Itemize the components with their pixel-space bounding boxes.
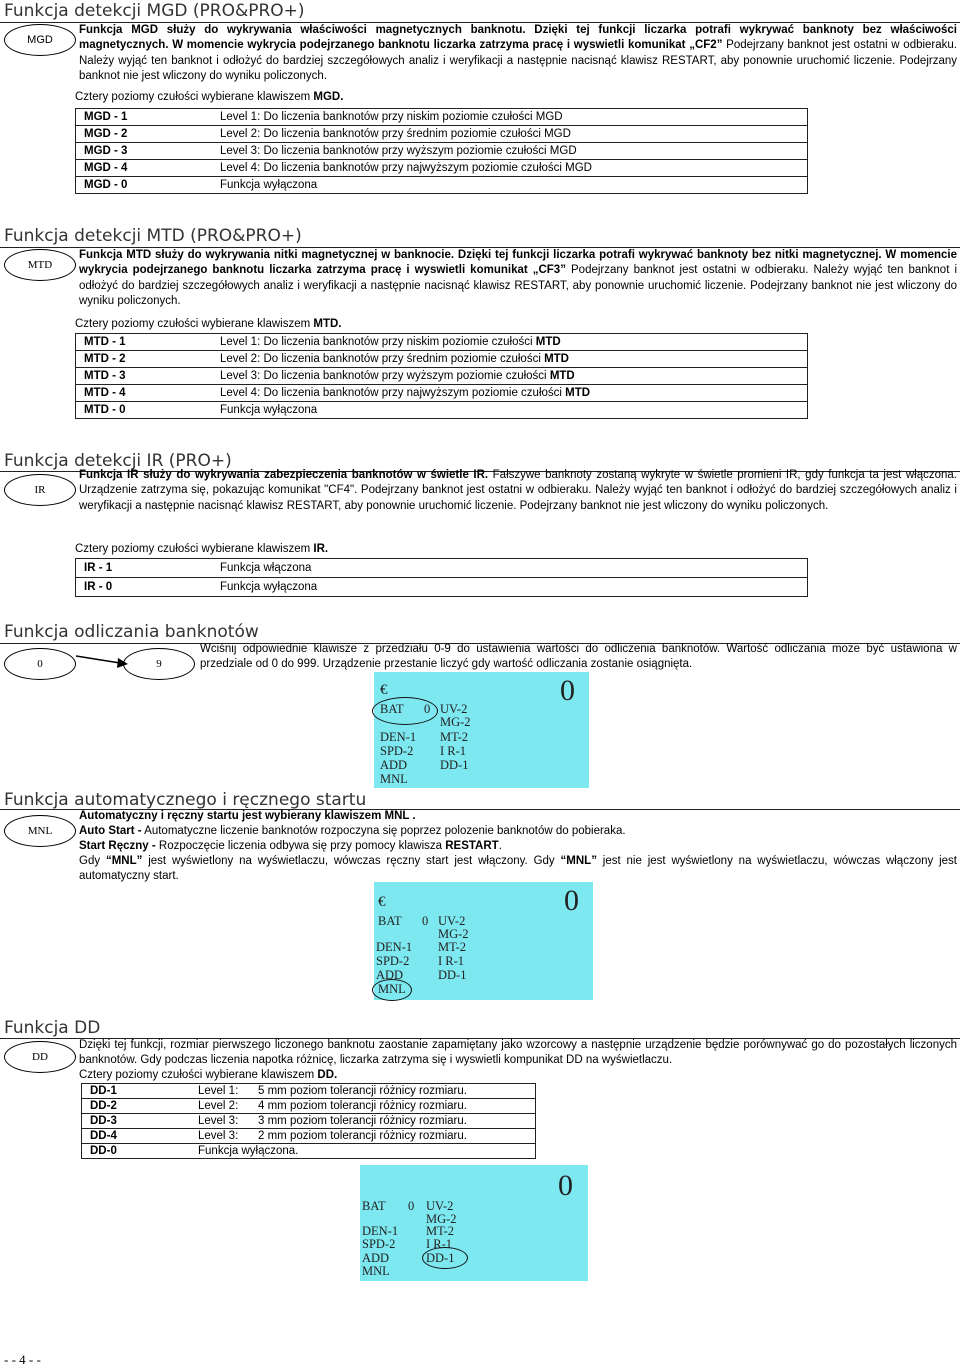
lcd-uv: UV-2 xyxy=(438,914,466,928)
level-label: Level 1: xyxy=(198,1085,239,1097)
mgd-levels-table xyxy=(75,108,808,194)
table-row xyxy=(76,559,808,578)
level-code: IR - 1 xyxy=(84,562,113,574)
lcd-dd: DD-1 xyxy=(440,758,469,772)
table-row xyxy=(82,1084,536,1099)
table-row xyxy=(76,385,808,402)
level-desc: 5 mm poziom tolerancji różnicy rozmiaru. xyxy=(258,1085,467,1097)
table-row xyxy=(82,1129,536,1144)
highlight-ring xyxy=(372,979,412,1001)
lcd-currency: € xyxy=(380,682,388,698)
ir-badge xyxy=(4,474,76,506)
level-key: MTD xyxy=(544,353,569,365)
count-from-label: 0 xyxy=(37,658,43,670)
auto-line3-restart: RESTART xyxy=(445,840,499,852)
table-row xyxy=(76,143,808,160)
lcd-display-2 xyxy=(374,882,593,1000)
level-code: MGD - 4 xyxy=(84,162,128,174)
table-row xyxy=(76,177,808,194)
ir-levels-table xyxy=(75,558,808,597)
mgd-intro-text: Cztery poziomy czułości wybierane klawiszem xyxy=(75,91,314,103)
auto-line4-mnl1: “MNL” xyxy=(105,855,143,867)
mgd-badge-label: MGD xyxy=(27,34,53,46)
level-key: MTD xyxy=(565,387,591,399)
auto-line4-m: jest wyświetlony na wyświetlaczu, wówczas ręczny start jest włączony. Gdy xyxy=(142,855,561,867)
mgd-desc-bold: Funkcja MGD służy do wykrywania właściwości magnetycznych banknotu. Dzięki tej funkcji liczarka potrafi wykrywać banknoty bez właściwości magnetycznych. W momencie wykrycia podejrzanego banknotu liczarka zatrzyma pracę i wyswietli komunikat „CF2” xyxy=(79,24,957,52)
lcd-display-3 xyxy=(360,1165,588,1281)
lcd-add: ADD xyxy=(380,758,408,772)
lcd-dd: DD-1 xyxy=(426,1251,455,1265)
count-to-badge xyxy=(123,648,195,680)
level-key: MTD xyxy=(549,370,575,382)
level-code: MTD - 1 xyxy=(84,336,126,348)
table-row xyxy=(76,402,808,419)
table-row xyxy=(82,1144,536,1159)
lcd-ir: I R-1 xyxy=(426,1237,453,1251)
dd-intro-text: Cztery poziomy czułości wybierane klawiszem xyxy=(79,1069,318,1081)
table-row xyxy=(82,1099,536,1114)
mgd-badge xyxy=(4,24,76,56)
level-code: DD-1 xyxy=(90,1085,117,1097)
level-desc: 4 mm poziom tolerancji różnicy rozmiaru. xyxy=(258,1100,467,1112)
dd-intro-key: DD. xyxy=(317,1069,338,1081)
lcd-mnl: MNL xyxy=(380,772,408,786)
ir-intro xyxy=(75,542,328,557)
ir-intro-key: IR. xyxy=(313,543,329,555)
auto-line2-key: Auto Start - xyxy=(79,825,142,837)
ir-desc-bold: Funkcja IR służy do wykrywania zabezpieczenia banknotów w świetle IR. xyxy=(79,469,489,481)
level-code: DD-2 xyxy=(90,1100,117,1112)
lcd-den: DEN-1 xyxy=(362,1224,399,1238)
auto-description xyxy=(79,809,957,884)
lcd-mnl: MNL xyxy=(378,982,406,996)
table-row xyxy=(76,334,808,351)
dd-title: Funkcja DD xyxy=(4,1018,101,1038)
auto-line4-mnl2: “MNL” xyxy=(560,855,597,867)
lcd-spd: SPD-2 xyxy=(362,1237,396,1251)
level-code: MTD - 0 xyxy=(84,404,126,416)
lcd-bat: BAT xyxy=(378,914,402,928)
count-description: Wciśnij odpowiednie klawisze z przedziału 0-9 do ustawienia wartości do odliczenia banknotów. Wartość odliczania może być ustawiona w przedziale od 0 do 999. Urządzenie przestanie liczyć gdy wartość odliczania zostanie osiągnięta. xyxy=(200,643,957,671)
ir-badge-label: IR xyxy=(34,484,46,496)
ir-description xyxy=(79,468,957,514)
mgd-intro-key: MGD. xyxy=(313,91,344,103)
mtd-desc-text: Podejrzany banknot jest ostatni w odbieraku. Należy wyjąć ten banknot i odłożyć do bardziej szczegółowych analiz i weryfikacji a następnie nacisnąć klawisz RESTART, aby ponownie uruchomić liczenie. Podejrzany banknot nie jest wliczony do wyniku policzonych. xyxy=(79,264,957,307)
table-row xyxy=(76,126,808,143)
mtd-intro-key: MTD. xyxy=(313,318,342,330)
lcd-add: ADD xyxy=(376,968,404,982)
level-code: MGD - 2 xyxy=(84,128,128,140)
auto-line4-e: jest nie jest wyświetlony na wyświetlaczu, wówczas włączony jest automatyczny start. xyxy=(79,855,957,882)
table-row xyxy=(76,160,808,177)
page-number: - - 4 - - xyxy=(4,1352,41,1367)
dd-intro xyxy=(79,1068,337,1083)
lcd-mt: MT-2 xyxy=(440,730,469,744)
level-code: MGD - 1 xyxy=(84,111,128,123)
mtd-levels-table xyxy=(75,333,808,419)
lcd-mnl: MNL xyxy=(362,1264,390,1278)
mtd-badge-label: MTD xyxy=(27,259,53,271)
table-row xyxy=(76,109,808,126)
lcd-uv: UV-2 xyxy=(440,702,468,716)
mnl-badge xyxy=(4,815,76,847)
lcd-mt: MT-2 xyxy=(438,940,467,954)
highlight-ring xyxy=(422,1247,468,1269)
level-desc: 3 mm poziom tolerancji różnicy rozmiaru. xyxy=(258,1115,467,1127)
dd-levels-table xyxy=(81,1083,536,1159)
level-code: MTD - 4 xyxy=(84,387,126,399)
auto-line3-text: Rozpoczęcie liczenia odbywa się przy pomocy klawisza xyxy=(155,840,446,852)
level-desc: Level 1: Do liczenia banknotów przy niskim poziomie czułości MGD xyxy=(212,109,808,126)
lcd-mg: MG-2 xyxy=(426,1212,457,1226)
table-row xyxy=(76,351,808,368)
level-code: IR - 0 xyxy=(84,581,113,593)
arrow-icon xyxy=(76,652,128,674)
mgd-title: Funkcja detekcji MGD (PRO&PRO+) xyxy=(4,1,305,21)
lcd-count: 0 xyxy=(564,884,579,917)
mgd-intro xyxy=(75,90,343,105)
level-code: MGD - 0 xyxy=(84,179,128,191)
auto-title: Funkcja automatycznego i ręcznego startu xyxy=(4,790,367,810)
lcd-bat: BAT xyxy=(380,702,404,716)
dd-badge xyxy=(4,1041,76,1073)
highlight-ring xyxy=(372,697,438,725)
level-desc: 2 mm poziom tolerancji różnicy rozmiaru. xyxy=(258,1130,467,1142)
mtd-title: Funkcja detekcji MTD (PRO&PRO+) xyxy=(4,226,302,246)
lcd-mg: MG-2 xyxy=(438,927,469,941)
level-code: DD-3 xyxy=(90,1115,117,1127)
mtd-intro-text: Cztery poziomy czułości wybierane klawiszem xyxy=(75,318,314,330)
level-desc: Funkcja wyłączona xyxy=(212,177,808,194)
lcd-mt: MT-2 xyxy=(426,1224,455,1238)
auto-line3-key: Start Ręczny - xyxy=(79,840,156,852)
mgd-desc-text: Podejrzany banknot jest ostatni w odbieraku. Należy wyjąć ten banknot i odłożyć do bardziej szczegółowych analiz i weryfikacji a następnie nacisnąć klawisz RESTART, aby ponownie uruchomić liczenie. Podejrzany banknot nie jest wliczony do wyniku policzonych. xyxy=(79,39,958,82)
lcd-bat-value: 0 xyxy=(408,1199,415,1213)
mgd-description xyxy=(79,23,957,84)
lcd-ir: I R-1 xyxy=(440,744,467,758)
lcd-currency: € xyxy=(378,894,386,910)
table-row xyxy=(76,368,808,385)
mnl-badge-label: MNL xyxy=(27,825,53,837)
ir-desc-text: Fałszywe banknoty zostaną wykryte w świetle promieni IR, gdy funkcja ta jest włączona. Urządzenie zatrzyma się, pokazując komunikat "CF4". Podejrzany banknot jest ostatni w odbieraku. Należy wyjąć ten banknot i odłożyć do bardziej szczegółowych analiz i weryfikacji a następnie nacisnąć klawisz RESTART, aby ponownie uruchomić liczenie. Podejrzany banknot nie jest wliczony do wyniku policzonych. xyxy=(79,469,958,512)
count-from-badge xyxy=(4,648,76,680)
ir-intro-text: Cztery poziomy czułości wybierane klawiszem xyxy=(75,543,314,555)
count-title: Funkcja odliczania banknotów xyxy=(4,622,259,642)
lcd-spd: SPD-2 xyxy=(380,744,414,758)
level-label: Level 3: xyxy=(198,1130,239,1142)
ir-title: Funkcja detekcji IR (PRO+) xyxy=(4,451,232,471)
level-desc: Level 2: Do liczenia banknotów przy średnim poziomie czułości xyxy=(220,353,545,365)
mtd-desc-bold: Funkcja MTD służy do wykrywania nitki magnetycznej w banknocie. Dzięki tej funkcji liczarka potrafi wykrywać banknoty bez nitki magnetycznej. W momencie wykrycia podejrzanego banknotu liczarka zatrzyma pracę i wyswietli komunikat „CF3” xyxy=(79,249,957,277)
lcd-mg: MG-2 xyxy=(440,715,471,729)
level-label: Level 2: xyxy=(198,1100,239,1112)
level-code: MTD - 3 xyxy=(84,370,126,382)
level-desc: Level 1: Do liczenia banknotów przy niskim poziomie czułości xyxy=(220,336,536,348)
level-code: DD-0 xyxy=(90,1145,117,1157)
level-desc: Level 3: Do liczenia banknotów przy wyższym poziomie czułości xyxy=(220,370,550,382)
level-desc: Level 3: Do liczenia banknotów przy wyższym poziomie czułości MGD xyxy=(212,143,808,160)
lcd-bat-value: 0 xyxy=(422,914,429,928)
lcd-count: 0 xyxy=(560,674,575,707)
level-code: MGD - 3 xyxy=(84,145,128,157)
mtd-intro xyxy=(75,317,342,332)
lcd-ir: I R-1 xyxy=(438,954,465,968)
level-desc: Funkcja wyłączona xyxy=(212,578,808,597)
level-key: MTD xyxy=(535,336,561,348)
dd-badge-label: DD xyxy=(32,1051,48,1063)
level-code: MTD - 2 xyxy=(84,353,126,365)
count-to-label: 9 xyxy=(156,658,162,670)
lcd-uv: UV-2 xyxy=(426,1199,454,1213)
mtd-description xyxy=(79,248,957,309)
auto-line1: Automatyczny i ręczny startu jest wybierany klawiszem MNL . xyxy=(79,810,416,822)
lcd-bat-value: 0 xyxy=(424,702,431,716)
lcd-bat: BAT xyxy=(362,1199,386,1213)
table-row xyxy=(82,1114,536,1129)
level-label: Funkcja wyłączona. xyxy=(198,1145,299,1157)
level-code: DD-4 xyxy=(90,1130,117,1142)
lcd-spd: SPD-2 xyxy=(376,954,410,968)
auto-line2-text: Automatyczne liczenie banknotów rozpoczyna się poprzez polozenie banknotów do pobieraka. xyxy=(141,825,626,837)
lcd-count: 0 xyxy=(558,1169,573,1202)
dd-description: Dzięki tej funkcji, rozmiar pierwszego liczonego banknotu zaostanie zapamiętany jako wzorcowy a następnie urządzenie będzie porównywać go do pozostałych liczonych banknotów. Gdy podczas liczenia napotka różnicę, liczarka zatrzyma się i wyswietli kompunikat DD na wyświetlaczu. xyxy=(79,1039,957,1066)
lcd-display-1 xyxy=(374,672,589,788)
level-desc: Level 4: Do liczenia banknotów przy najwyższym poziomie czułości MGD xyxy=(212,160,808,177)
mtd-badge xyxy=(4,249,76,281)
lcd-add: ADD xyxy=(362,1251,390,1265)
level-desc: Level 2: Do liczenia banknotów przy średnim poziomie czułości MGD xyxy=(212,126,808,143)
auto-line4-a: Gdy xyxy=(79,855,106,867)
lcd-den: DEN-1 xyxy=(376,940,413,954)
level-desc: Level 4: Do liczenia banknotów przy najwyższym poziomie czułości xyxy=(220,387,566,399)
lcd-dd: DD-1 xyxy=(438,968,467,982)
level-label: Level 3: xyxy=(198,1115,239,1127)
table-row xyxy=(76,578,808,597)
level-desc: Funkcja wyłączona xyxy=(220,404,318,416)
auto-line3-end: . xyxy=(498,840,502,852)
lcd-den: DEN-1 xyxy=(380,730,417,744)
level-desc: Funkcja włączona xyxy=(212,559,808,578)
